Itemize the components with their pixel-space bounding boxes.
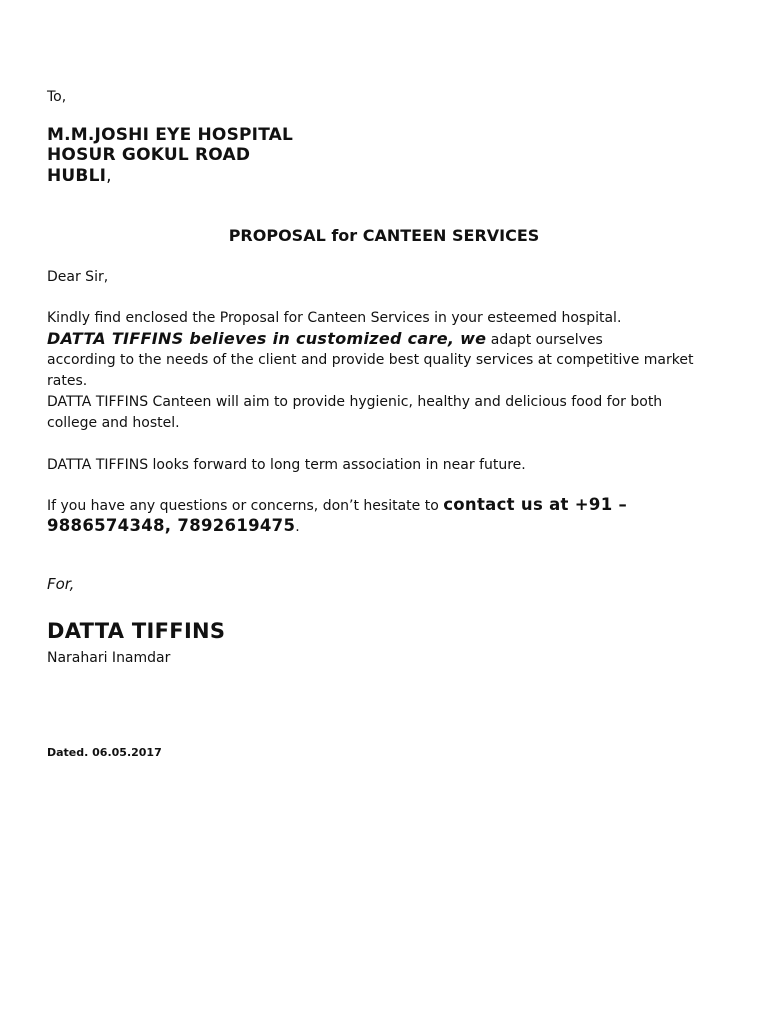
emphasis-statement: DATTA TIFFINS believes in customized care, we [47,329,487,348]
para1-line2-rest: adapt ourselves [490,332,603,348]
para1-line1: Kindly find enclosed the Proposal for Canteen Services in your esteemed hospital. [47,310,622,326]
para3-line1 [47,494,627,517]
para3-end: . [295,519,300,535]
para3-line2 [47,515,300,538]
para1-line4: rates. [47,373,88,389]
closing: For, [47,575,75,593]
contact-numbers: 9886574348, 7892619475 [47,516,296,535]
para2: DATTA TIFFINS looks forward to long term association in near future. [47,457,526,473]
address-line-1: M.M.JOSHI EYE HOSPITAL [47,125,294,145]
to-label: To, [47,89,67,105]
para1-line6: college and hostel. [47,415,180,431]
address-city: HUBLI [47,166,107,186]
address-line-3 [47,166,112,187]
signatory-name: Narahari Inamdar [47,650,171,666]
para1-line3: according to the needs of the client and provide best quality services at competitive market [47,352,694,368]
company-name: DATTA TIFFINS [47,619,226,643]
contact-line-a: contact us at +91 – [443,495,628,514]
address-line-2: HOSUR GOKUL ROAD [47,145,251,165]
para1-line5: DATTA TIFFINS Canteen will aim to provide hygienic, healthy and delicious food for both [47,394,663,410]
subject-heading: PROPOSAL for CANTEEN SERVICES [228,226,540,245]
dated-line: Dated. 06.05.2017 [47,746,162,759]
address-comma: , [106,166,112,186]
para1-line2 [47,328,603,351]
salutation: Dear Sir, [47,269,109,285]
para3-lead: If you have any questions or concerns, don’t hesitate to [47,498,439,514]
